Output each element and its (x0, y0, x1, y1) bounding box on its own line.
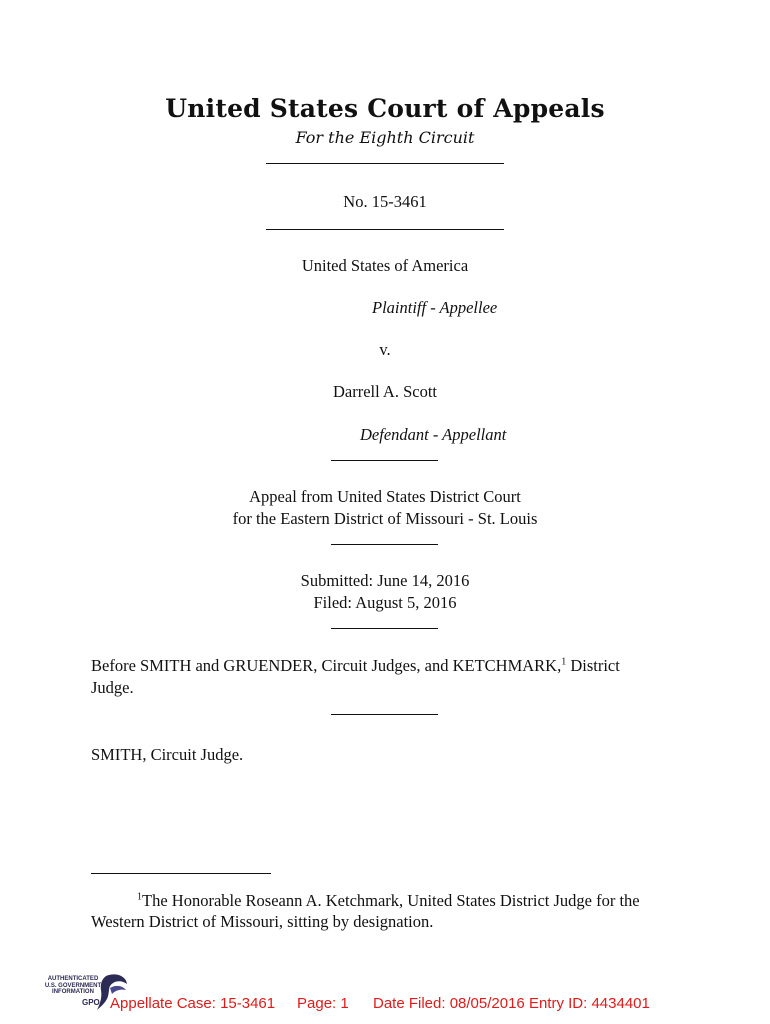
divider-2 (266, 229, 504, 230)
opinion-author: SMITH, Circuit Judge. (91, 745, 244, 764)
footnote-reference[interactable]: 1 (561, 656, 567, 668)
divider-4 (331, 544, 438, 545)
appeal-line-2: for the Eastern District of Missouri - St. Louis (232, 509, 538, 528)
footnote-line-1 (137, 891, 640, 911)
footnote-line-2: Western District of Missouri, sitting by designation. (91, 912, 434, 931)
party-defendant: Darrell A. Scott (332, 382, 438, 401)
appeal-line-1: Appeal from United States District Court (249, 487, 521, 506)
divider-6 (331, 714, 438, 715)
divider-3 (331, 460, 438, 461)
footnote-rule (91, 873, 271, 874)
gpo-label: GPO (82, 998, 100, 1007)
footnote-mark: 1 (137, 891, 142, 903)
submitted-date: Submitted: June 14, 2016 (300, 571, 470, 590)
party-defendant-role: Defendant - Appellant (360, 425, 507, 444)
footer-page: Page: 1 (297, 995, 349, 1012)
party-plaintiff: United States of America (301, 256, 469, 275)
footer-case: Appellate Case: 15-3461 (110, 995, 276, 1012)
versus: v. (379, 340, 391, 359)
panel-text-end: District (566, 656, 620, 675)
circuit-subtitle: For the Eighth Circuit (295, 128, 475, 147)
panel-text: Before SMITH and GRUENDER, Circuit Judges, and KETCHMARK, (91, 656, 562, 675)
filed-date: Filed: August 5, 2016 (313, 593, 457, 612)
gpo-logo-text: AUTHENTICATED U.S. GOVERNMENT INFORMATION (44, 976, 102, 995)
divider-5 (331, 628, 438, 629)
panel-line-1 (91, 656, 620, 676)
party-plaintiff-role: Plaintiff - Appellee (372, 298, 498, 317)
court-title: United States Court of Appeals (165, 94, 605, 123)
case-number: No. 15-3461 (343, 192, 427, 211)
footnote-text: The Honorable Roseann A. Ketchmark, United States District Judge for the (142, 891, 640, 910)
divider-1 (266, 163, 504, 164)
footer-date-entry: Date Filed: 08/05/2016 Entry ID: 4434401 (373, 995, 650, 1012)
panel-line-2: Judge. (91, 678, 134, 697)
